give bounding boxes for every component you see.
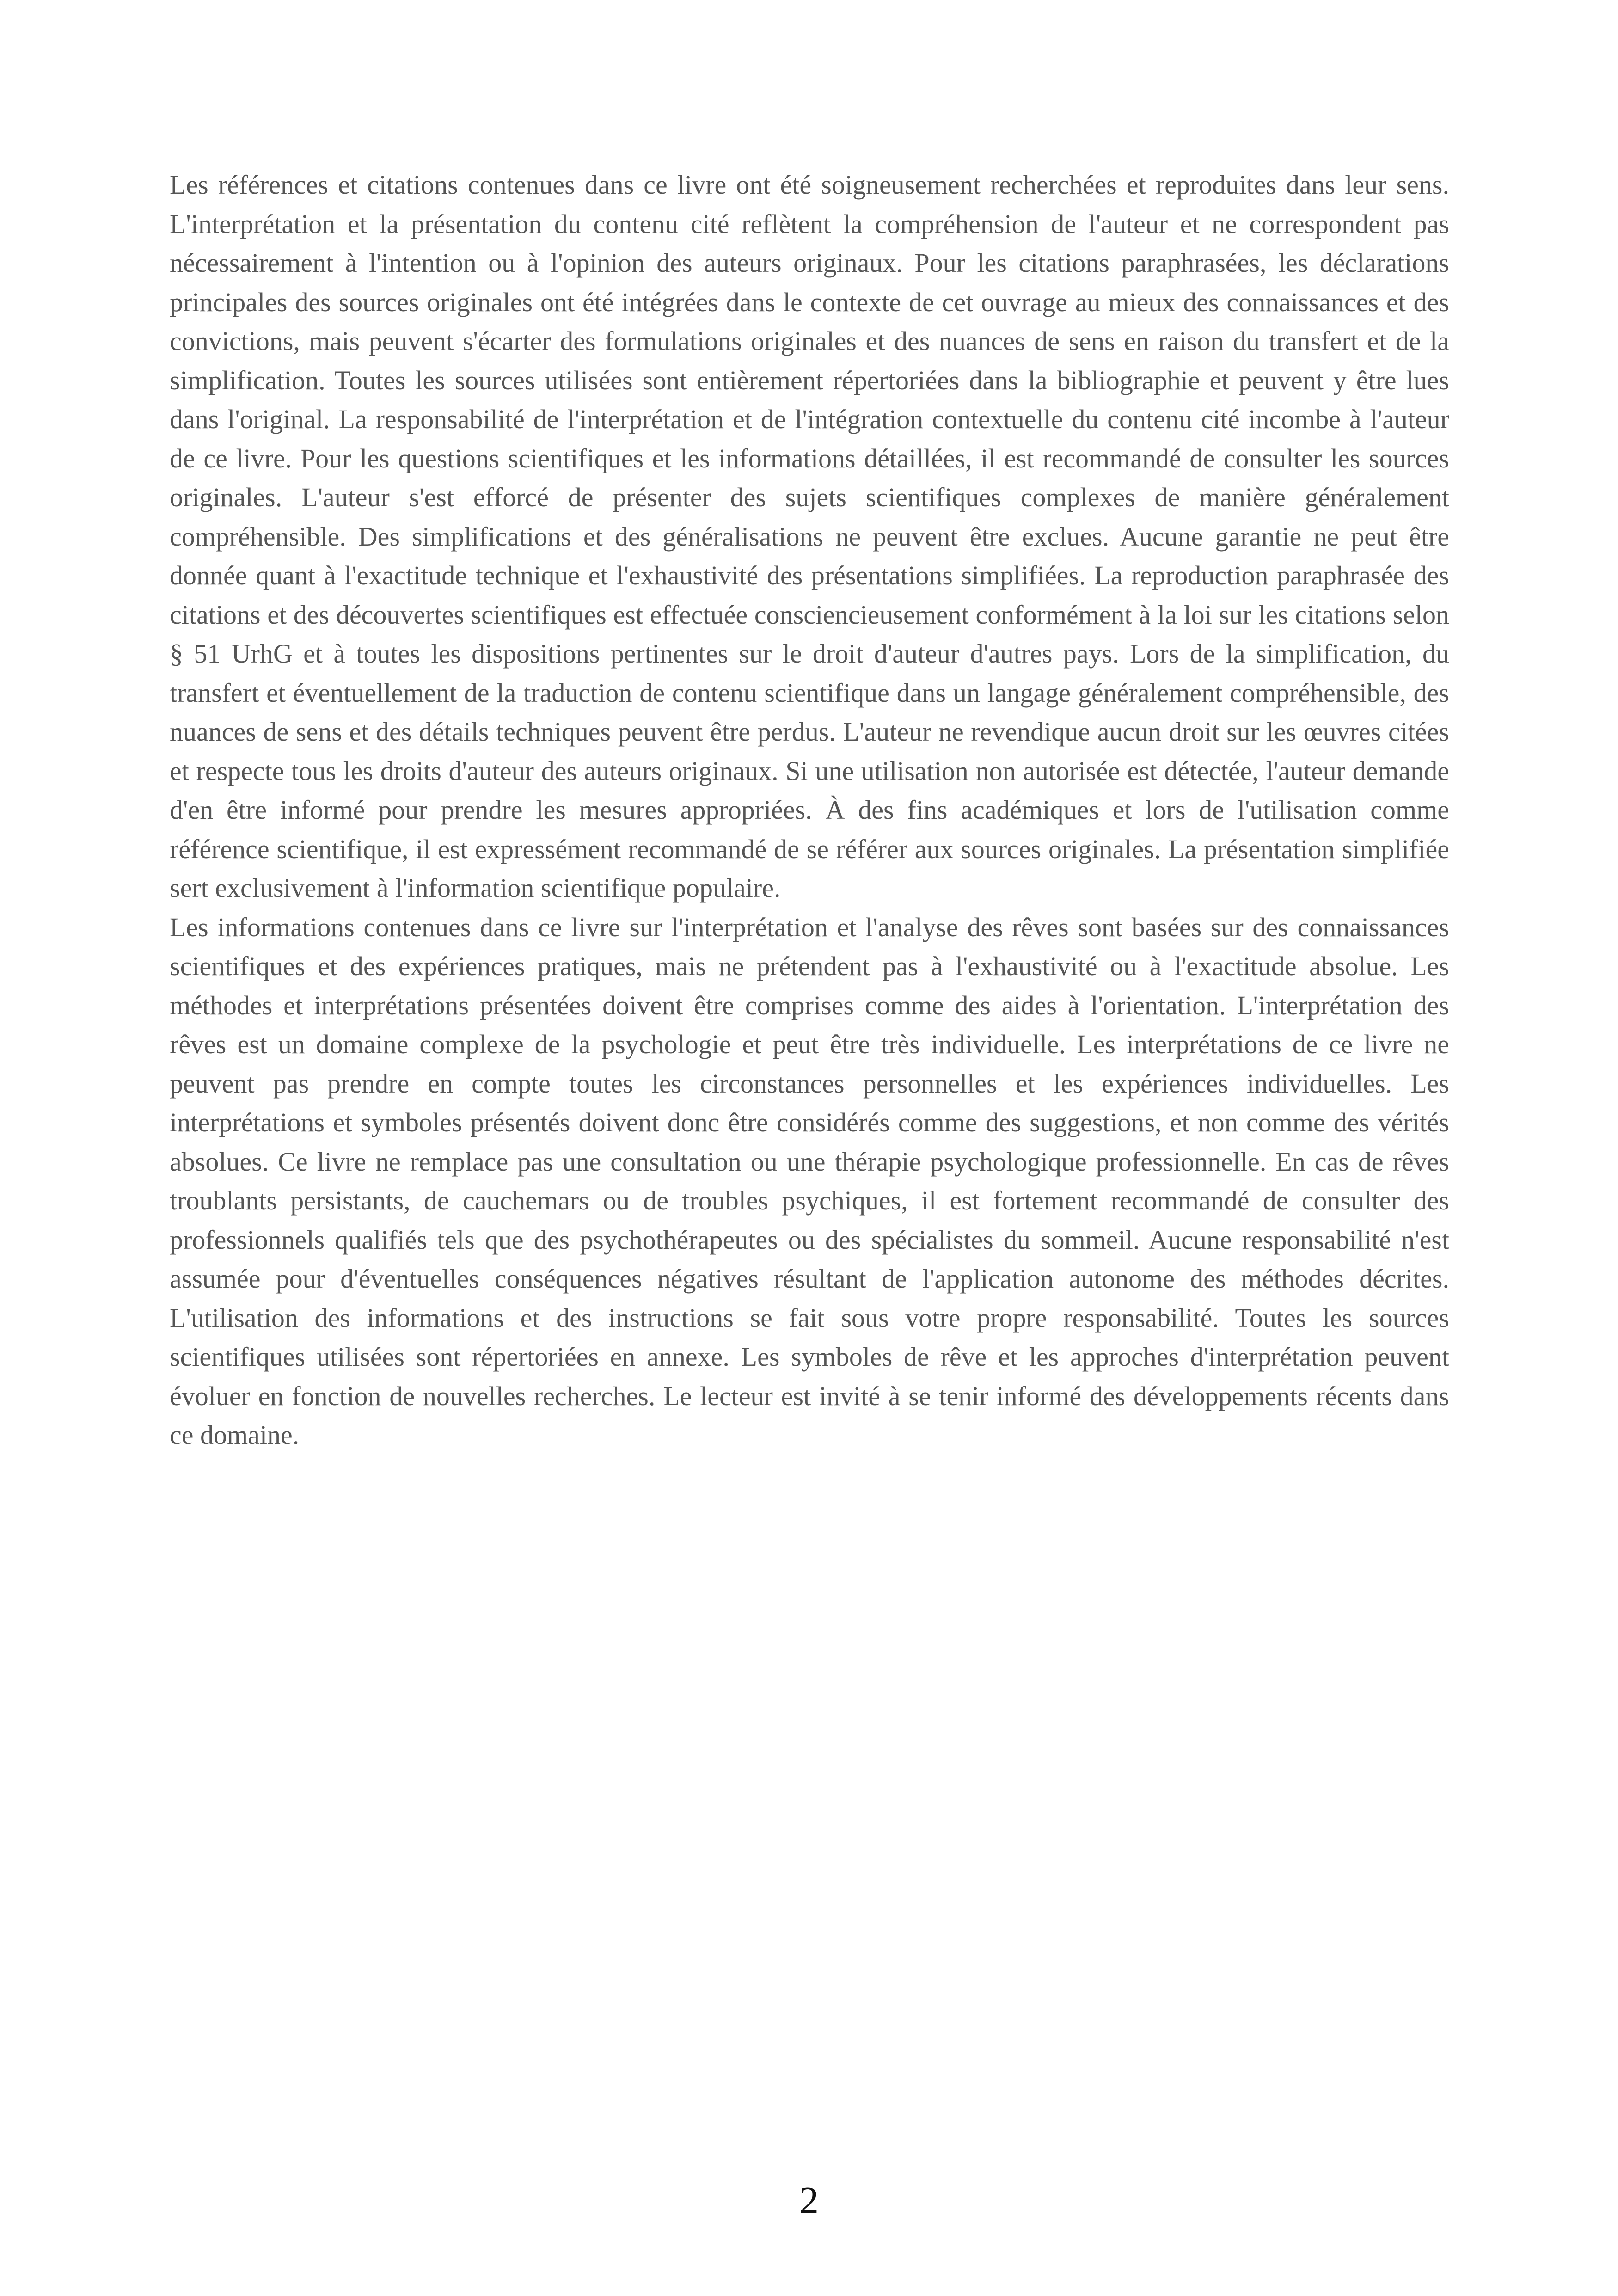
- paragraph-citations-disclaimer: Les références et citations contenues dans ce livre ont été soigneusement recherchées et reproduites dans leur sens. L'interprétation et la présentation du contenu cité reflètent la compréhension de l'auteur et ne correspondent pas nécessairement à l'intention ou à l'opinion des auteurs originaux. Pour les citations paraphrasées, les déclarations principales des sources originales ont été intégrées dans le contexte de cet ouvrage au mieux des connaissances et des convictions, mais peuvent s'écarter des formulations originales et des nuances de sens en raison du transfert et de la simplification. Toutes les sources utilisées sont entièrement répertoriées dans la bibliographie et peuvent y être lues dans l'original. La responsabilité de l'interprétation et de l'intégration contextuelle du contenu cité incombe à l'auteur de ce livre. Pour les questions scientifiques et les informations détaillées, il est recommandé de consulter les sources originales. L'auteur s'est efforcé de présenter des sujets scientifiques complexes de manière généralement compréhensible. Des simplifications et des généralisations ne peuvent être exclues. Aucune garantie ne peut être donnée quant à l'exactitude technique et l'exhaustivité des présentations simplifiées. La reproduction paraphrasée des citations et des découvertes scientifiques est effectuée consciencieusement conformément à la loi sur les citations selon § 51 UrhG et à toutes les dispositions pertinentes sur le droit d'auteur d'autres pays. Lors de la simplification, du transfert et éventuellement de la traduction de contenu scientifique dans un langage généralement compréhensible, des nuances de sens et des détails techniques peuvent être perdus. L'auteur ne revendique aucun droit sur les œuvres citées et respecte tous les droits d'auteur des auteurs originaux. Si une utilisation non autorisée est détectée, l'auteur demande d'en être informé pour prendre les mesures appropriées. À des fins académiques et lors de l'utilisation comme référence scientifique, il est expressément recommandé de se référer aux sources originales. La présentation simplifiée sert exclusivement à l'information scientifique populaire.: [170, 170, 1449, 903]
- page-number: 2: [799, 2179, 819, 2222]
- body-text: [170, 166, 1449, 1455]
- paragraph-dream-interpretation-disclaimer: Les informations contenues dans ce livre sur l'interprétation et l'analyse des rêves sont basées sur des connaissances scientifiques et des expériences pratiques, mais ne prétendent pas à l'exhaustivité ou à l'exactitude absolue. Les méthodes et interprétations présentées doivent être comprises comme des aides à l'orientation. L'interprétation des rêves est un domaine complexe de la psychologie et peut être très individuelle. Les interprétations de ce livre ne peuvent pas prendre en compte toutes les circonstances personnelles et les expériences individuelles. Les interprétations et symboles présentés doivent donc être considérés comme des suggestions, et non comme des vérités absolues. Ce livre ne remplace pas une consultation ou une thérapie psychologique professionnelle. En cas de rêves troublants persistants, de cauchemars ou de troubles psychiques, il est fortement recommandé de consulter des professionnels qualifiés tels que des psychothérapeutes ou des spécialistes du sommeil. Aucune responsabilité n'est assumée pour d'éventuelles conséquences négatives résultant de l'application autonome des méthodes décrites. L'utilisation des informations et des instructions se fait sous votre propre responsabilité. Toutes les sources scientifiques utilisées sont répertoriées en annexe. Les symboles de rêve et les approches d'interprétation peuvent évoluer en fonction de nouvelles recherches. Le lecteur est invité à se tenir informé des développements récents dans ce domaine.: [170, 912, 1449, 1450]
